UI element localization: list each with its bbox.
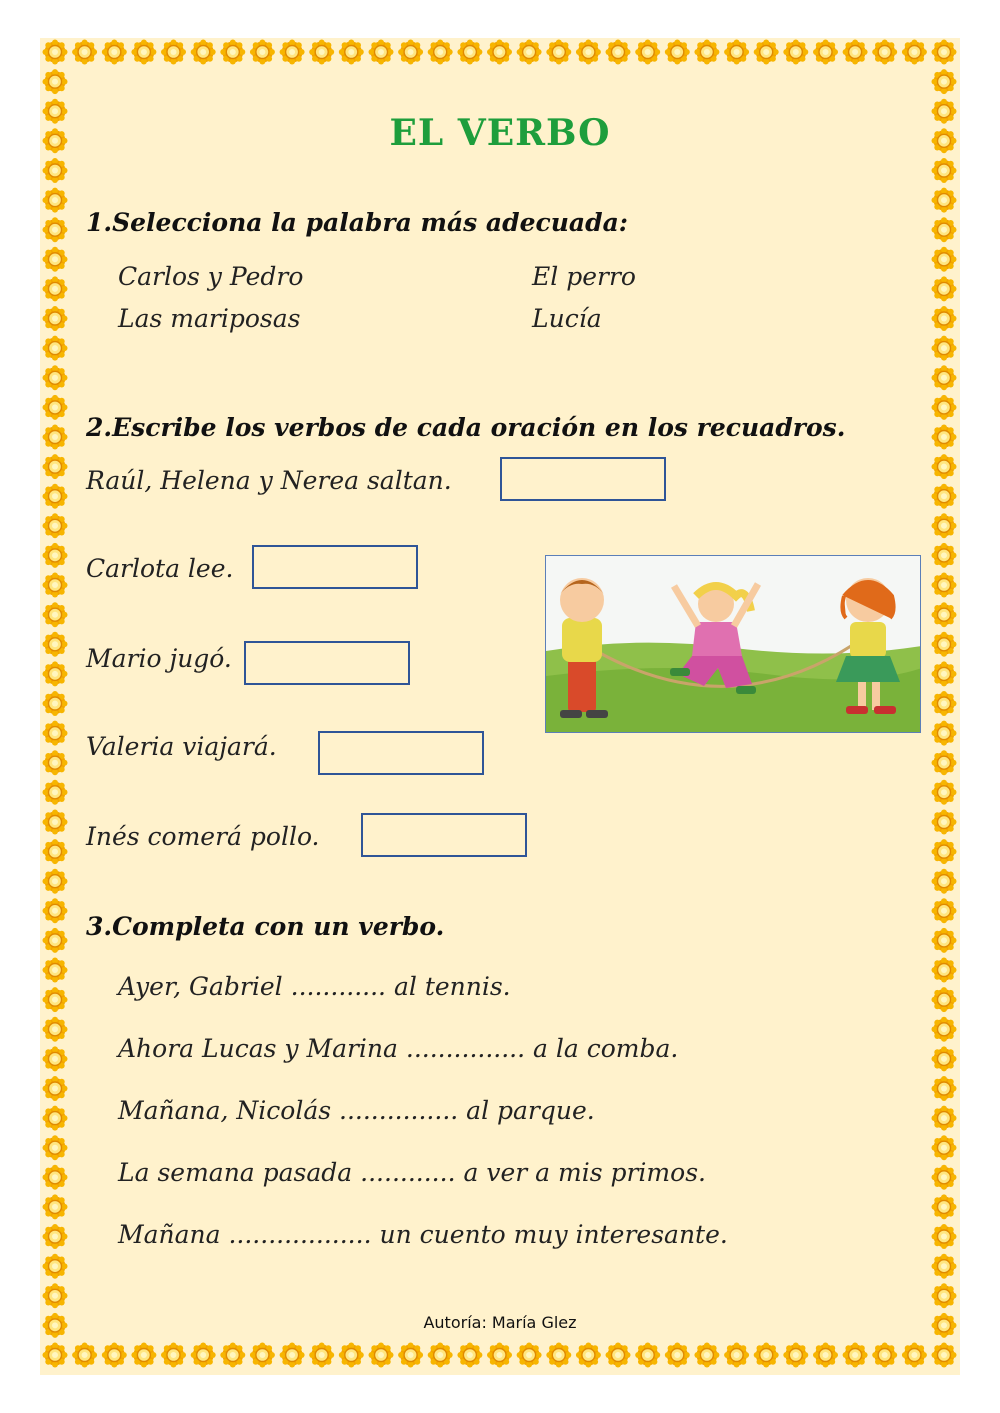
border-flower — [43, 1165, 68, 1190]
border-flower — [43, 1283, 68, 1308]
border-flower — [43, 454, 68, 479]
border-flower — [932, 958, 957, 983]
border-flower — [43, 395, 68, 420]
border-flower — [932, 188, 957, 213]
border-flower — [932, 247, 957, 272]
border-flower — [43, 928, 68, 953]
border-flower — [932, 543, 957, 568]
border-flower — [932, 395, 957, 420]
border-flower — [932, 158, 957, 183]
border-flower — [932, 1076, 957, 1101]
border-flower — [102, 1343, 127, 1368]
border-flower — [369, 1343, 394, 1368]
border-flower — [932, 1135, 957, 1160]
border-flower — [43, 810, 68, 835]
border-flower — [665, 1343, 690, 1368]
border-flower — [43, 40, 68, 65]
border-flower — [131, 40, 156, 65]
border-flower — [932, 425, 957, 450]
border-flower — [694, 1343, 719, 1368]
border-flower — [754, 1343, 779, 1368]
border-flower — [43, 513, 68, 538]
border-flower — [161, 1343, 186, 1368]
border-flower — [872, 1343, 897, 1368]
border-flower — [43, 602, 68, 627]
verb-answer-box-2[interactable] — [252, 545, 418, 589]
sentence-1: Raúl, Helena y Nerea saltan. — [86, 466, 452, 495]
border-flower — [724, 40, 749, 65]
border-flower — [43, 1135, 68, 1160]
border-flower — [932, 780, 957, 805]
border-flower — [43, 336, 68, 361]
verb-answer-box-3[interactable] — [244, 641, 410, 685]
border-flower — [43, 365, 68, 390]
border-flower — [43, 1106, 68, 1131]
border-flower — [43, 869, 68, 894]
border-flower — [250, 1343, 275, 1368]
border-flower — [131, 1343, 156, 1368]
border-flower — [902, 1343, 927, 1368]
border-flower — [932, 454, 957, 479]
border-flower — [813, 40, 838, 65]
border-flower — [428, 40, 453, 65]
border-flower — [250, 40, 275, 65]
border-flower — [517, 1343, 542, 1368]
border-flower — [932, 602, 957, 627]
border-flower — [932, 1283, 957, 1308]
border-flower — [932, 1106, 957, 1131]
choice-carlos-y-pedro[interactable]: Carlos y Pedro — [118, 262, 304, 291]
border-flower — [932, 1194, 957, 1219]
border-flower — [576, 40, 601, 65]
border-flower — [398, 1343, 423, 1368]
border-flower — [457, 1343, 482, 1368]
border-flower — [43, 217, 68, 242]
border-flower — [932, 40, 957, 65]
border-flower — [902, 40, 927, 65]
completion-line-4: La semana pasada ............ a ver a mis primos. — [118, 1158, 706, 1187]
border-flower — [932, 661, 957, 686]
border-flower — [43, 1224, 68, 1249]
border-flower — [635, 40, 660, 65]
border-flower — [220, 40, 245, 65]
border-flower — [517, 40, 542, 65]
border-flower — [754, 40, 779, 65]
border-flower — [665, 40, 690, 65]
border-flower — [783, 1343, 808, 1368]
border-flower — [606, 40, 631, 65]
fill-in-blank-3[interactable]: ............... — [339, 1096, 459, 1125]
border-flower — [932, 632, 957, 657]
section2-heading: 2.Escribe los verbos de cada oración en los recuadros. — [86, 413, 846, 442]
border-flower — [43, 1194, 68, 1219]
border-flower — [43, 306, 68, 331]
border-flower — [546, 1343, 571, 1368]
sentence-5: Inés comerá pollo. — [86, 822, 320, 851]
border-flower — [813, 1343, 838, 1368]
border-flower — [43, 1017, 68, 1042]
border-flower — [339, 40, 364, 65]
border-flower — [932, 217, 957, 242]
verb-answer-box-4[interactable] — [318, 731, 484, 775]
border-flower — [932, 306, 957, 331]
border-flower — [635, 1343, 660, 1368]
verb-answer-box-5[interactable] — [361, 813, 527, 857]
border-flower — [932, 336, 957, 361]
border-flower — [932, 987, 957, 1012]
border-flower — [43, 276, 68, 301]
border-flower — [191, 40, 216, 65]
border-flower — [724, 1343, 749, 1368]
section3-heading: 3.Completa con un verbo. — [86, 912, 445, 941]
border-flower — [43, 632, 68, 657]
border-flower — [43, 1076, 68, 1101]
border-flower — [694, 40, 719, 65]
fill-in-blank-4[interactable]: ............ — [360, 1158, 456, 1187]
border-flower — [932, 928, 957, 953]
border-flower — [43, 158, 68, 183]
border-flower — [43, 721, 68, 746]
worksheet-title: EL VERBO — [389, 112, 611, 154]
completion-line-5: Mañana .................. un cuento muy interesante. — [118, 1220, 728, 1249]
choice-el-perro[interactable]: El perro — [532, 262, 636, 291]
border-flower — [191, 1343, 216, 1368]
border-flower — [932, 721, 957, 746]
border-flower — [932, 276, 957, 301]
border-flower — [843, 40, 868, 65]
border-flower — [220, 1343, 245, 1368]
border-flower — [43, 691, 68, 716]
border-flower — [43, 69, 68, 94]
section1-heading: 1.Selecciona la palabra más adecuada: — [86, 208, 629, 237]
completion-line-3: Mañana, Nicolás ............... al parque. — [118, 1096, 595, 1125]
border-flower — [43, 247, 68, 272]
completion-line-1: Ayer, Gabriel ............ al tennis. — [118, 972, 511, 1001]
border-flower — [72, 1343, 97, 1368]
verb-answer-box-1[interactable] — [500, 457, 666, 501]
border-flower — [102, 40, 127, 65]
border-flower — [161, 40, 186, 65]
border-flower — [43, 573, 68, 598]
border-flower — [43, 425, 68, 450]
border-flower — [369, 40, 394, 65]
fill-in-blank-1[interactable]: ............ — [290, 972, 387, 1001]
sentence-4: Valeria viajará. — [86, 732, 277, 761]
border-flower — [43, 898, 68, 923]
sentence-2: Carlota lee. — [86, 554, 234, 583]
border-flower — [398, 40, 423, 65]
border-flower — [309, 40, 334, 65]
border-flower — [932, 1254, 957, 1279]
border-flower — [783, 40, 808, 65]
border-flower — [43, 780, 68, 805]
jump-rope-illustration — [545, 555, 921, 733]
border-flower — [932, 750, 957, 775]
border-flower — [932, 691, 957, 716]
border-flower — [280, 1343, 305, 1368]
border-flower — [932, 484, 957, 509]
border-flower — [487, 40, 512, 65]
border-flower — [43, 987, 68, 1012]
border-flower — [843, 1343, 868, 1368]
completion-line-2: Ahora Lucas y Marina ............... a la comba. — [118, 1034, 679, 1063]
border-flower — [932, 810, 957, 835]
border-flower — [932, 573, 957, 598]
border-flower — [546, 40, 571, 65]
border-flower — [932, 1017, 957, 1042]
border-flower — [932, 1343, 957, 1368]
border-flower — [43, 1254, 68, 1279]
border-flower — [932, 869, 957, 894]
choice-lucia[interactable]: Lucía — [532, 304, 602, 333]
border-flower — [43, 958, 68, 983]
border-flower — [72, 40, 97, 65]
sentence-3: Mario jugó. — [86, 644, 232, 673]
border-flower — [428, 1343, 453, 1368]
border-flower — [43, 1046, 68, 1071]
border-flower — [457, 40, 482, 65]
border-flower — [43, 1343, 68, 1368]
fill-in-blank-5[interactable]: .................. — [228, 1220, 372, 1249]
border-flower — [43, 750, 68, 775]
border-flower — [280, 40, 305, 65]
border-flower — [932, 513, 957, 538]
border-flower — [932, 1046, 957, 1071]
border-flower — [932, 365, 957, 390]
border-flower — [872, 40, 897, 65]
choice-las-mariposas[interactable]: Las mariposas — [118, 304, 301, 333]
author-credit: Autoría: María Glez — [423, 1313, 577, 1332]
border-flower — [339, 1343, 364, 1368]
border-flower — [576, 1343, 601, 1368]
border-flower — [43, 839, 68, 864]
border-flower — [932, 1165, 957, 1190]
border-flower — [43, 661, 68, 686]
border-flower — [487, 1343, 512, 1368]
border-flower — [606, 1343, 631, 1368]
border-flower — [309, 1343, 334, 1368]
fill-in-blank-2[interactable]: ............... — [405, 1034, 526, 1063]
border-flower — [932, 69, 957, 94]
border-flower — [932, 898, 957, 923]
border-flower — [932, 839, 957, 864]
border-flower — [43, 188, 68, 213]
border-flower — [932, 1224, 957, 1249]
border-flower — [43, 484, 68, 509]
border-flower — [43, 543, 68, 568]
